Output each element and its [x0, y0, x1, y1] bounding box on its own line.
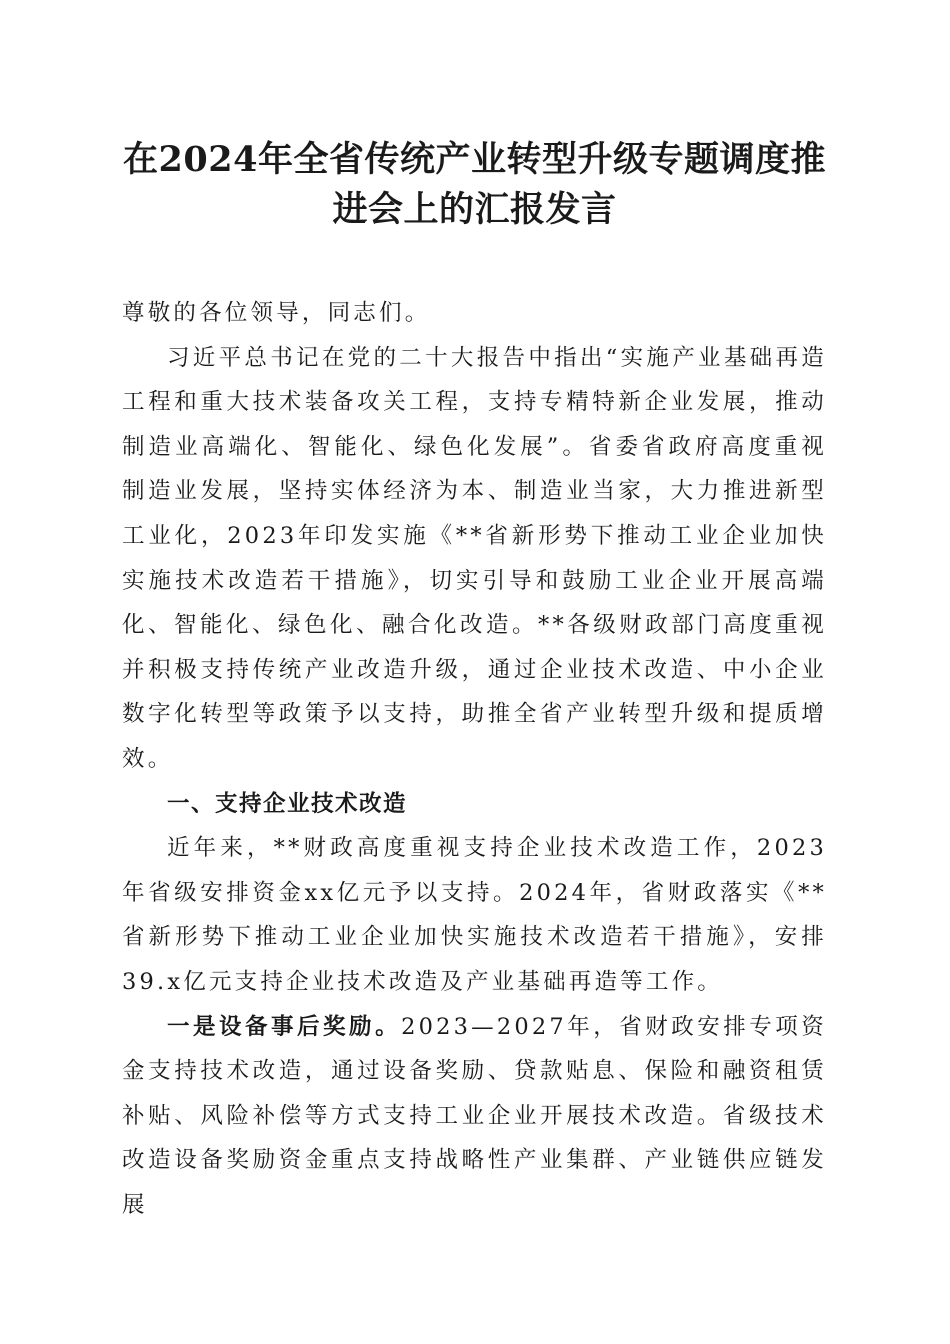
paragraph-intro: 习近平总书记在党的二十大报告中指出“实施产业基础再造工程和重大技术装备攻关工程，支持专精特新企业发展，推动制造业高端化、智能化、绿色化发展”。省委省政府高度重视制造业发展，坚持实体经济为本、制造业当家，大力推进新型工业化，2023年印发实施《**省新形势下推动工业企业加快实施技术改造若干措施》，切实引导和鼓励工业企业开展高端化、智能化、绿色化、融合化改造。**各级财政部门高度重视并积极支持传统产业改造升级，通过企业技术改造、中小企业数字化转型等政策予以支持，助推全省产业转型升级和提质增效。 [122, 344, 827, 772]
paragraph-lead: 一是设备事后奖励。 [167, 1013, 402, 1040]
greeting: 尊敬的各位领导，同志们。 [122, 300, 431, 326]
paragraph-tech-upgrade: 近年来，**财政高度重视支持企业技术改造工作，2023年省级安排资金xx亿元予以支持。2024年，省财政落实《**省新形势下推动工业企业加快实施技术改造若干措施》，安排39.x亿元支持企业技术改造及产业基础再造等工作。 [122, 835, 827, 995]
paragraph-body: 2023—2027年，省财政安排专项资金支持技术改造，通过设备奖励、贷款贴息、保险和融资租赁补贴、风险补偿等方式支持工业企业开展技术改造。省级技术改造设备奖励资金重点支持战略性产业集群、产业链供应链发展 [122, 1013, 827, 1218]
title-line-2: 进会上的汇报发言 [332, 189, 617, 230]
paragraph-equipment-reward [122, 1005, 827, 1228]
section-heading-1: 一、支持企业技术改造 [167, 790, 408, 817]
document-title [122, 135, 827, 235]
title-line-1: 在2024年全省传统产业转型升级专题调度推 [123, 139, 826, 180]
